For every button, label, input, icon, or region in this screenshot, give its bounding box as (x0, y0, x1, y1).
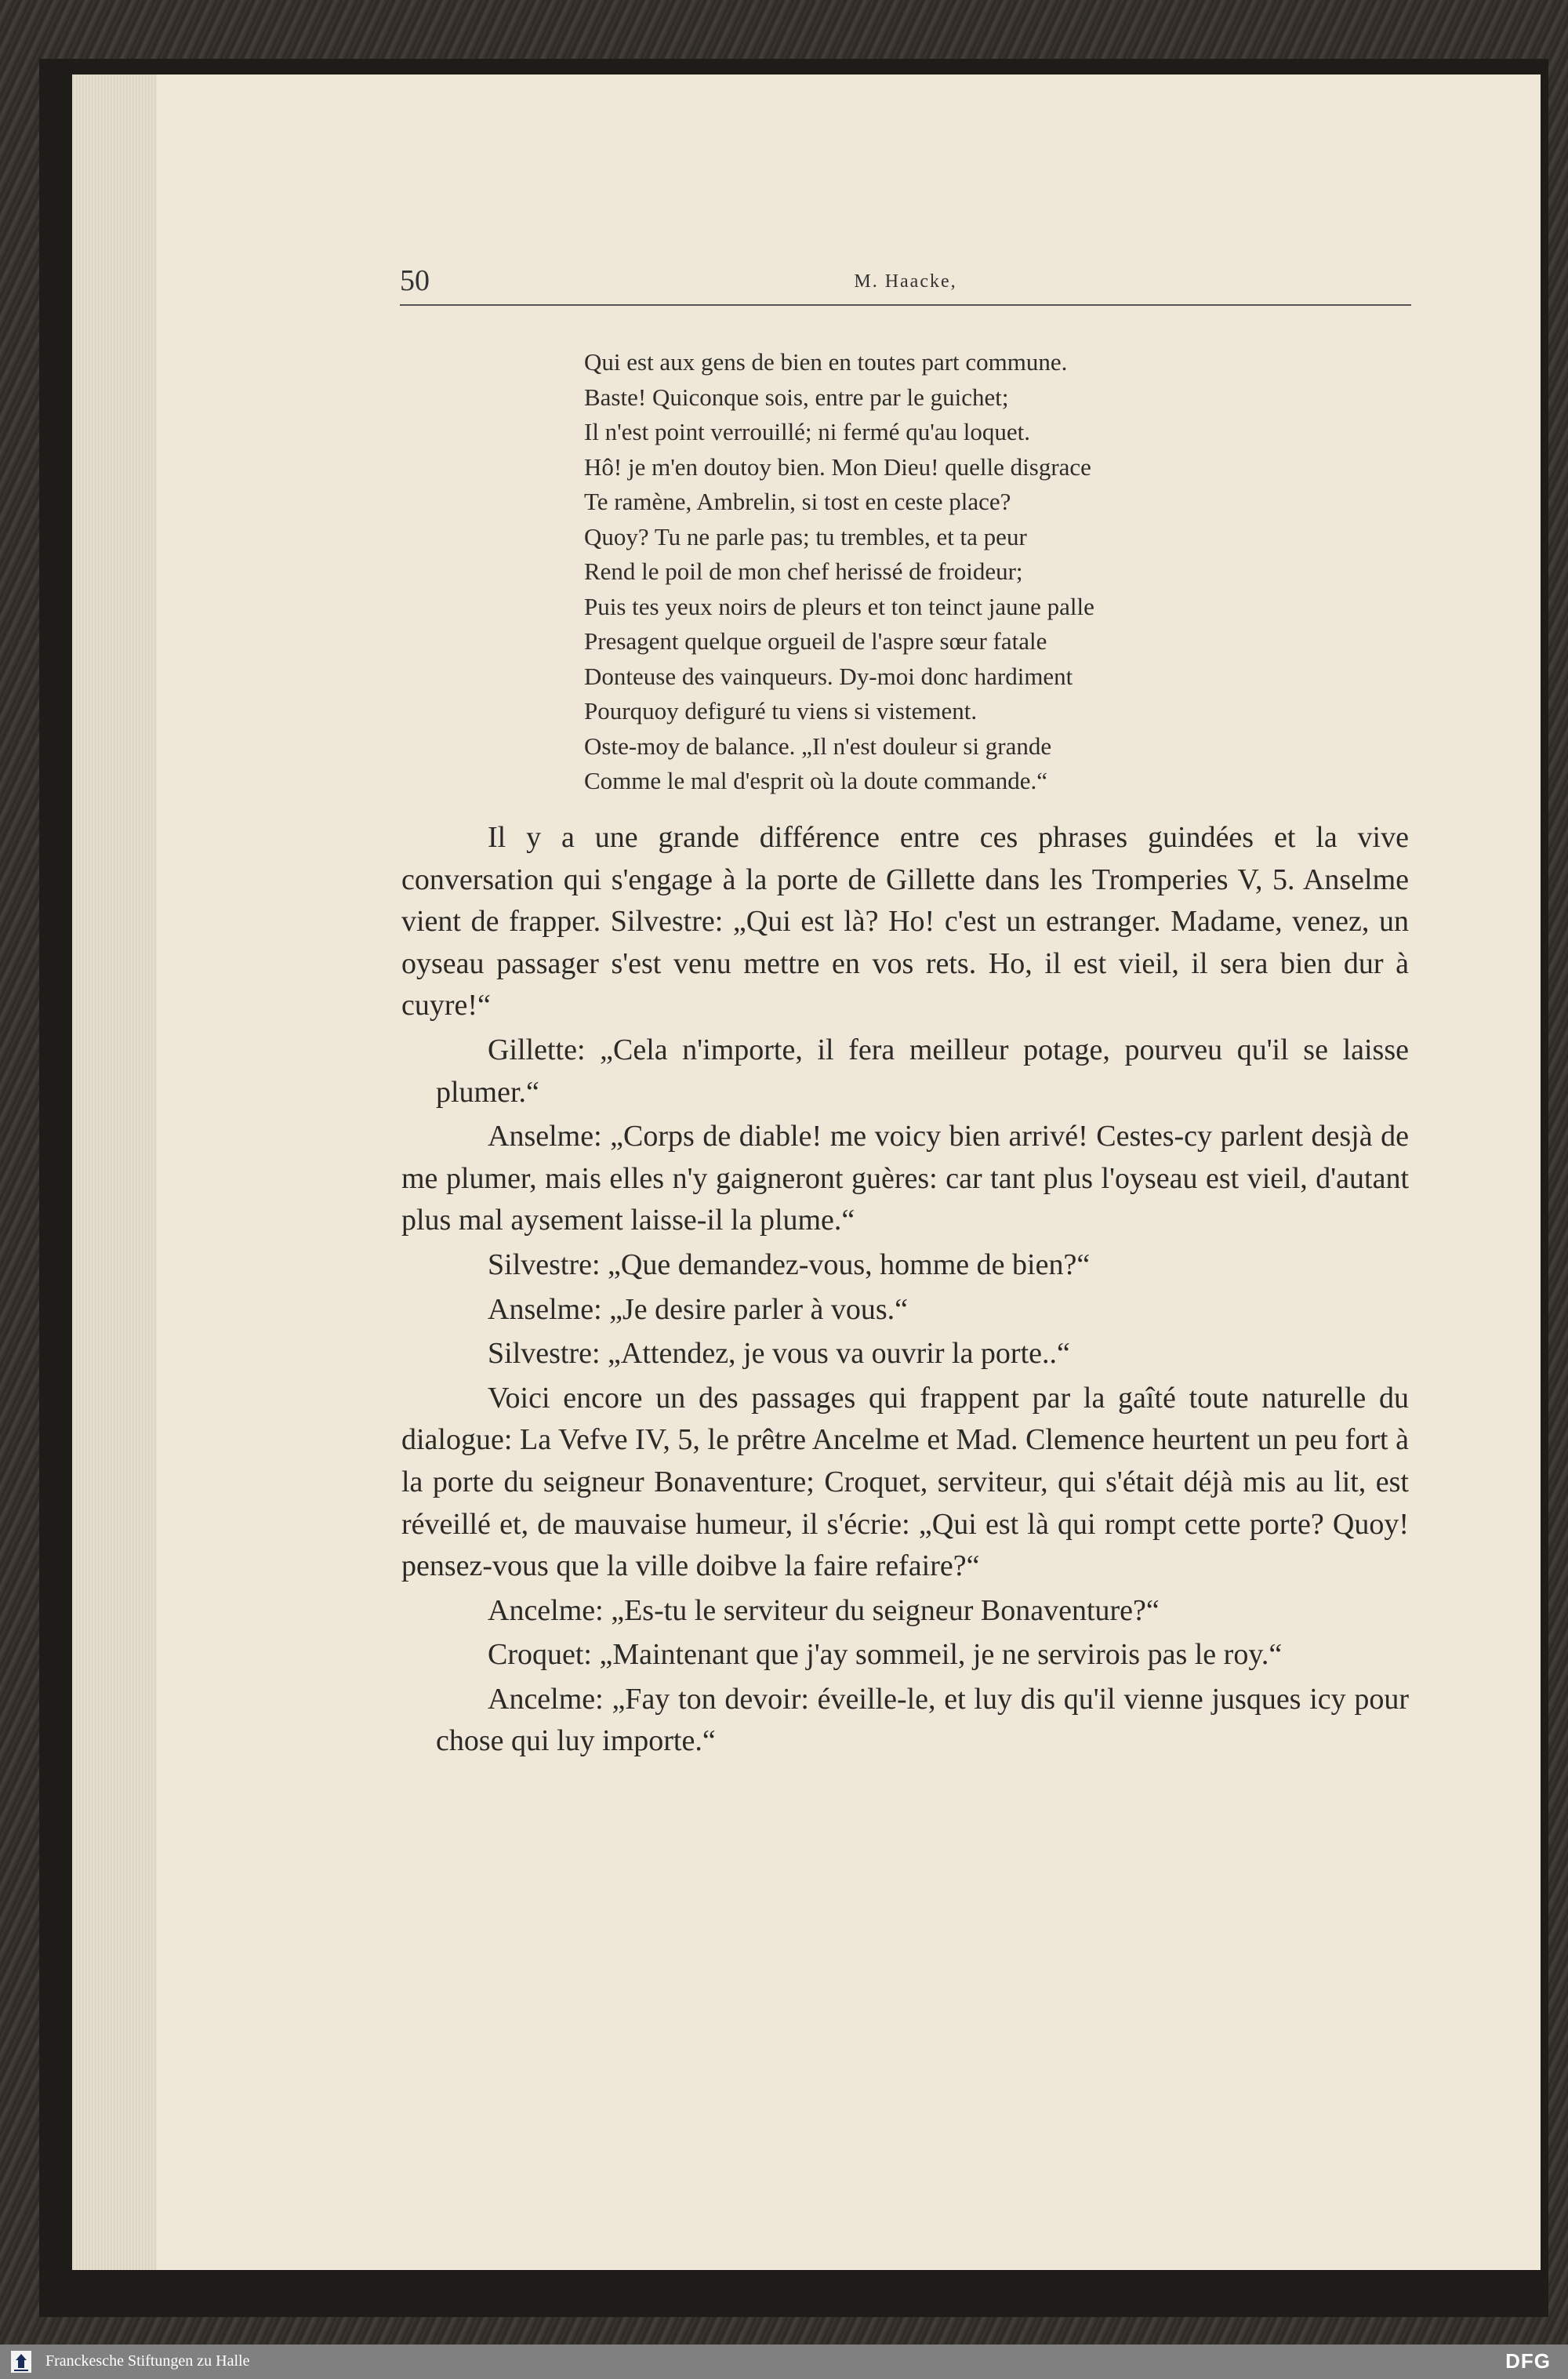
page-number: 50 (400, 264, 430, 297)
viewer-footer (0, 2344, 1568, 2379)
institution-name: Franckesche Stiftungen zu Halle (45, 2352, 250, 2370)
verse-line: Qui est aux gens de bien en toutes part commune. (584, 348, 1068, 376)
dialogue-line: Ancelme: „Es-tu le serviteur du seigneur Bonaventure?“ (488, 1593, 1160, 1627)
running-head: M. Haacke, (854, 271, 957, 292)
dfg-logo: DFG (1505, 2349, 1551, 2373)
institution-logo-icon (9, 2349, 33, 2374)
page-header (400, 263, 1411, 311)
verse-line: Oste-moy de balance. „Il n'est douleur si grande (584, 732, 1052, 760)
dialogue-line: Croquet: „Maintenant que j'ay sommeil, je ne servirois pas le roy.“ (488, 1638, 1283, 1672)
verse-line: Hô! je m'en doutoy bien. Mon Dieu! quelle disgrace (584, 452, 1091, 481)
header-rule (400, 304, 1411, 306)
dialogue-line: Anselme: „Je desire parler à vous.“ (488, 1292, 909, 1326)
verse-line: Puis tes yeux noirs de pleurs et ton teinct jaune palle (584, 592, 1094, 620)
verse-line: Presagent quelque orgueil de l'aspre sœur fatale (584, 627, 1047, 655)
dialogue-line: Silvestre: „Que demandez-vous, homme de bien?“ (488, 1248, 1091, 1281)
verse-block (584, 345, 1368, 799)
verse-line: Te ramène, Ambrelin, si tost en ceste place? (584, 488, 1011, 515)
dialogue-line: Anselme: „Corps de diable! me voicy bien arrivé! Cestes-cy parlent desjà de me plumer, mais elles n'y gaigneront guères: car tant plus l'oyseau est vieil, d'autant plus mal aysement laisse-il la plume.“ (401, 1120, 1409, 1237)
verse-line: Quoy? Tu ne parle pas; tu trembles, et ta peur (584, 522, 1027, 550)
verse-line: Donteuse des vainqueurs. Dy-moi donc hardiment (584, 662, 1073, 690)
paragraph: Il y a une grande différence entre ces phrases guindées et la vive conversation qui s'engage à la porte de Gillette dans les Tromperies V, 5. Anselme vient de frapper. Silvestre: „Qui est là? Ho! c'est un estranger. Madame, venez, un oyseau passager s'est venu mettre en vos rets. Ho, il est vieil, il sera bien dur à cuyre!“ (401, 821, 1409, 1022)
page-edges (72, 74, 163, 2270)
verse-line: Comme le mal d'esprit où la doute commande.“ (584, 767, 1047, 794)
verse-line: Pourquoy defiguré tu viens si vistement. (584, 697, 978, 725)
verse-line: Il n'est point verrouillé; ni fermé qu'au loquet. (584, 418, 1031, 445)
verse-line: Rend le poil de mon chef herissé de froideur; (584, 558, 1023, 585)
dialogue-line: Silvestre: „Attendez, je vous va ouvrir la porte..“ (488, 1337, 1070, 1371)
dialogue-line: Ancelme: „Fay ton devoir: éveille-le, et luy dis qu'il vienne jusques icy pour chose qui luy importe.“ (436, 1682, 1409, 1758)
verse-line: Baste! Quiconque sois, entre par le guichet; (584, 383, 1009, 411)
paragraph: Voici encore un des passages qui frappent par la gaîté toute naturelle du dialogue: La Vefve IV, 5, le prêtre Ancelme et Mad. Clemence heurtent un peu fort à la porte du seigneur Bonaventure; Croquet, serviteur, qui s'était déjà mis au lit, est réveillé et, de mauvaise humeur, il s'écrie: „Qui est là qui rompt cette porte? Quoy! pensez-vous que la ville doibve la faire refaire?“ (401, 1381, 1409, 1583)
body-text (401, 817, 1409, 1765)
dialogue-line: Gillette: „Cela n'importe, il fera meilleur potage, pourveu qu'il se laisse plumer.“ (436, 1033, 1409, 1109)
